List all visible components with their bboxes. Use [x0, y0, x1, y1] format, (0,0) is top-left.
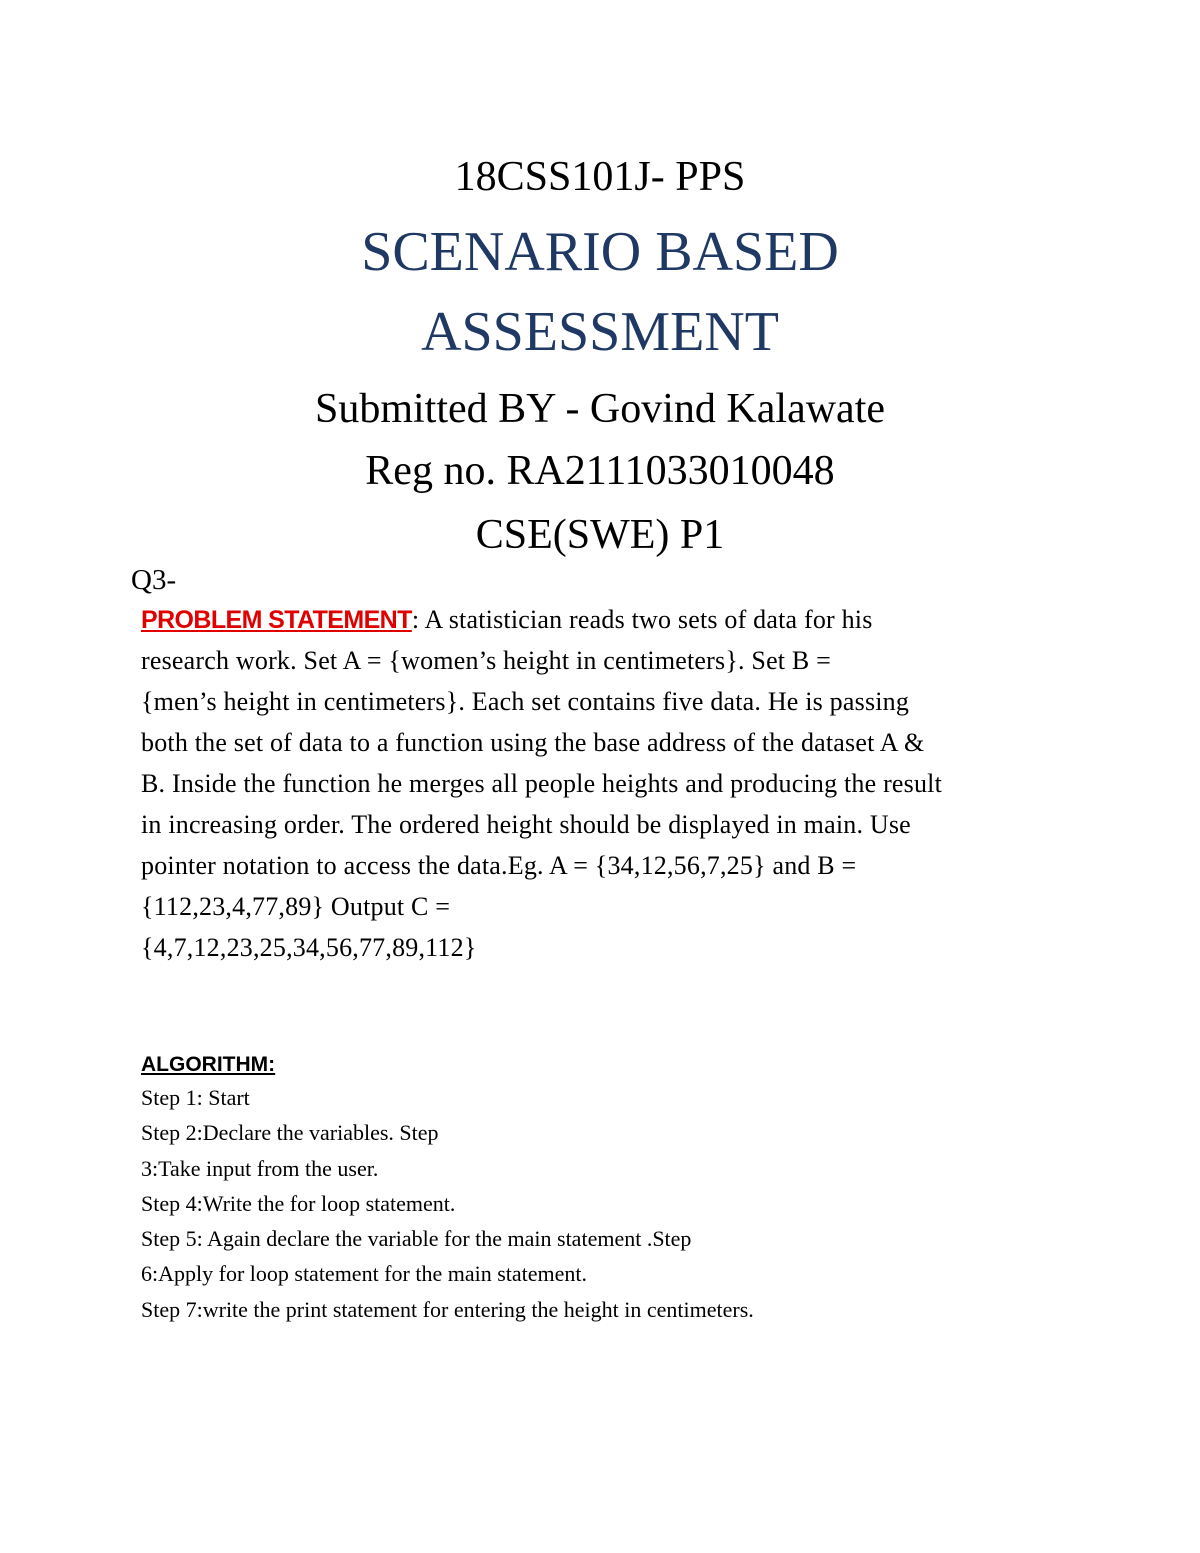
document-title-line-1: SCENARIO BASED: [361, 221, 839, 283]
algorithm-step: Step 5: Again declare the variable for the main statement .Step: [141, 1226, 692, 1252]
problem-line: both the set of data to a function using the base address of the dataset A &: [141, 728, 925, 757]
algorithm-step: Step 1: Start: [141, 1085, 250, 1110]
problem-line: {men’s height in centimeters}. Each set contains five data. He is passing: [141, 687, 910, 716]
algorithm-step: Step 4:Write the for loop statement.: [141, 1190, 456, 1216]
problem-line: in increasing order. The ordered height should be displayed in main. Use: [141, 810, 911, 839]
problem-statement: [141, 602, 1061, 971]
problem-line: pointer notation to access the data.Eg. A = {34,12,56,7,25} and B =: [141, 851, 857, 880]
problem-line: [141, 602, 1061, 643]
problem-line: {4,7,12,23,25,34,56,77,89,112}: [141, 933, 477, 962]
question-label: Q3-: [131, 564, 177, 596]
document-title-line-2: ASSESSMENT: [421, 301, 779, 363]
algorithm-step: 3:Take input from the user.: [141, 1155, 379, 1181]
submitted-by: Submitted BY - Govind Kalawate: [314, 386, 885, 432]
algorithm-step: Step 2:Declare the variables. Step: [141, 1120, 439, 1146]
problem-line: {112,23,4,77,89} Output C =: [141, 892, 451, 921]
algorithm-heading: ALGORITHM:: [141, 1053, 276, 1076]
problem-statement-heading: PROBLEM STATEMENT: [141, 606, 412, 634]
problem-line: B. Inside the function he merges all people heights and producing the result: [141, 769, 943, 798]
problem-line-text: : A statistician reads two sets of data for his: [411, 605, 873, 634]
algorithm-section: [141, 1050, 1061, 1329]
registration-number: Reg no. RA2111033010048: [365, 448, 835, 494]
algorithm-step: Step 7:write the print statement for entering the height in centimeters.: [141, 1296, 754, 1322]
algorithm-step: 6:Apply for loop statement for the main statement.: [141, 1261, 588, 1287]
course-code: 18CSS101J- PPS: [454, 154, 746, 200]
problem-line: research work. Set A = {women’s height in centimeters}. Set B =: [141, 646, 832, 675]
section-label: CSE(SWE) P1: [475, 512, 725, 558]
